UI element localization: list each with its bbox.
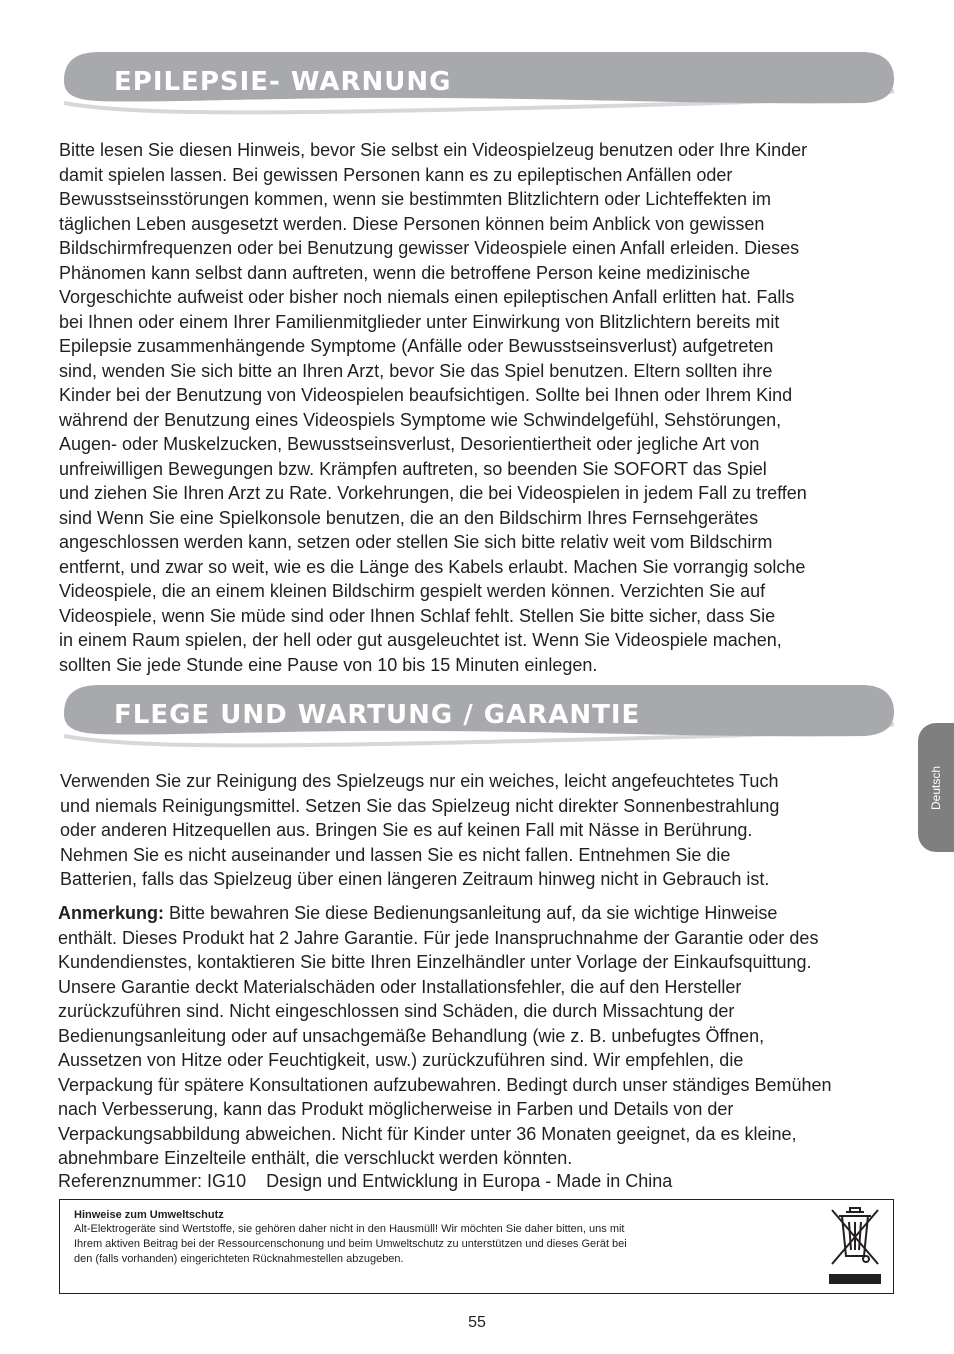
environment-notice-box [59, 1199, 894, 1294]
language-side-tab [918, 723, 954, 852]
note-body: Bitte bewahren Sie diese Bedienungsanleitung auf, da sie wichtige Hinweise enthält. Dieses Produkt hat 2 Jahre Garantie. Für jede Inanspruchnahme der Garantie oder des Kundendienstes, kontaktieren Sie bitte Ihren Einzelhändler unter Vorlage der Einkaufsquittung. Unsere Garantie deckt Materialschäden oder Installationsfehler, die auf den Hersteller zurückzuführen sind. Nicht eingeschlossen sind Schäden, die durch Missachtung der Bedienungsanleitung oder auf unsachgemäße Behandlung (wie z. B. unbefugtes Öffnen, Aussetzen von Hitze oder Feuchtigkeit, usw.) zurückzuführen sind. Wir empfehlen, die Verpackung für spätere Konsultationen aufzubewahren. Bedingt durch unser ständiges Bemühen nach Verbesserung, kann das Produkt möglicherweise in Farben und Details von der Verpackungsabbildung abweichen. Nicht für Kinder unter 36 Monaten geeignet, da es kleine, abnehmbare Einzelteile enthält, die verschluckt werden könnten. [58, 903, 832, 1168]
language-label: Deutsch [929, 765, 943, 810]
page-number: 55 [468, 1314, 486, 1331]
section-title-epilepsy: EPILEPSIE- WARNUNG [114, 67, 452, 97]
warranty-note [58, 901, 898, 1171]
section-banner-epilepsy [58, 51, 900, 117]
crossed-out-wheelie-bin-icon [826, 1204, 884, 1286]
environment-text: Alt-Elektrogeräte sind Wertstoffe, sie gehören daher nicht in den Hausmüll! Wir möchten Sie daher bitten, uns mit Ihrem aktiven Beitrag bei der Ressourcenschonung und beim Umweltschutz zu unterstützen und dieses Gerät bei den (falls vorhanden) eingerichteten Rücknahmestellen abzugeben. [74, 1223, 627, 1265]
section-banner-care [58, 684, 900, 750]
section-title-care: FLEGE UND WARTUNG / GARANTIE [114, 700, 641, 730]
note-label: Anmerkung: [58, 903, 165, 923]
care-text: Verwenden Sie zur Reinigung des Spielzeugs nur ein weiches, leicht angefeuchtetes Tuch und niemals Reinigungsmittel. Setzen Sie das Spielzeug nicht direkter Sonnenbestrahlung oder anderen Hitzequellen aus. Bringen Sie es auf keinen Fall mit Nässe in Berührung. Nehmen Sie es nicht auseinander und lassen Sie es nicht fallen. Entnehmen Sie die Batterien, falls das Spielzeug über einen längeren Zeitraum hinweg nicht in Gebrauch ist. [60, 771, 780, 889]
environment-title: Hinweise zum Umweltschutz [74, 1209, 224, 1221]
reference-line: Referenznummer: IG10 Design und Entwicklung in Europa - Made in China [58, 1171, 673, 1191]
epilepsy-warning-text: Bitte lesen Sie diesen Hinweis, bevor Sie selbst ein Videospielzeug benutzen oder Ihre Kinder damit spielen lassen. Bei gewissen Personen kann es zu epileptischen Anfällen oder Bewusstseinsstörungen kommen, wenn sie bestimmten Blitzlichtern oder Lichteffekten im täglichen Leben ausgesetzt werden. Diese Personen können beim Anblick von gewissen Bildschirmfrequenzen oder bei Benutzung gewisser Videospiele einen Anfall erleiden. Dieses Phänomen kann selbst dann auftreten, wenn die betroffene Person keine medizinische Vorgeschichte aufweist oder bisher noch niemals einen epileptischen Anfall erlitten hat. Falls bei Ihnen oder einem Ihrer Familienmitglieder unter Einwirkung von Blitzlichtern bereits mit Epilepsie zusammenhängende Symptome (Anfälle oder Bewusstseinsverlust) aufgetreten sind, wenden Sie sich bitte an Ihren Arzt, bevor Sie das Spiel benutzen. Eltern sollten ihre Kinder bei der Benutzung von Videospielen beaufsichtigen. Sollte bei Ihnen oder Ihrem Kind während der Benutzung eines Videospiels Symptome wie Schwindelgefühl, Sehstörungen, Augen- oder Muskelzucken, Bewusstseinsverlust, Desorientiertheit oder jegliche Art von unfreiwilligen Bewegungen bzw. Krämpfen auftreten, so beenden Sie SOFORT das Spiel und ziehen Sie Ihren Arzt zu Rate. Vorkehrungen, die bei Videospielen in jedem Fall zu treffen sind Wenn Sie eine Spielkonsole benutzen, die an den Bildschirm Ihres Fernsehgerätes angeschlossen werden kann, setzen oder stellen Sie sich bitte relativ weit vom Bildschirm entfernt, und zwar so weit, wie es die Länge des Kabels erlaubt. Machen Sie vorrangig solche Videospiele, die an einem kleinen Bildschirm gespielt werden können. Verzichten Sie auf Videospiele, wenn Sie müde sind oder Ihnen Schlaf fehlt. Stellen Sie bitte sicher, dass Sie in einem Raum spielen, der hell oder gut ausgeleuchtet ist. Wenn Sie Videospiele machen, sollten Sie jede Stunde eine Pause von 10 bis 15 Minuten einlegen. [59, 140, 808, 675]
